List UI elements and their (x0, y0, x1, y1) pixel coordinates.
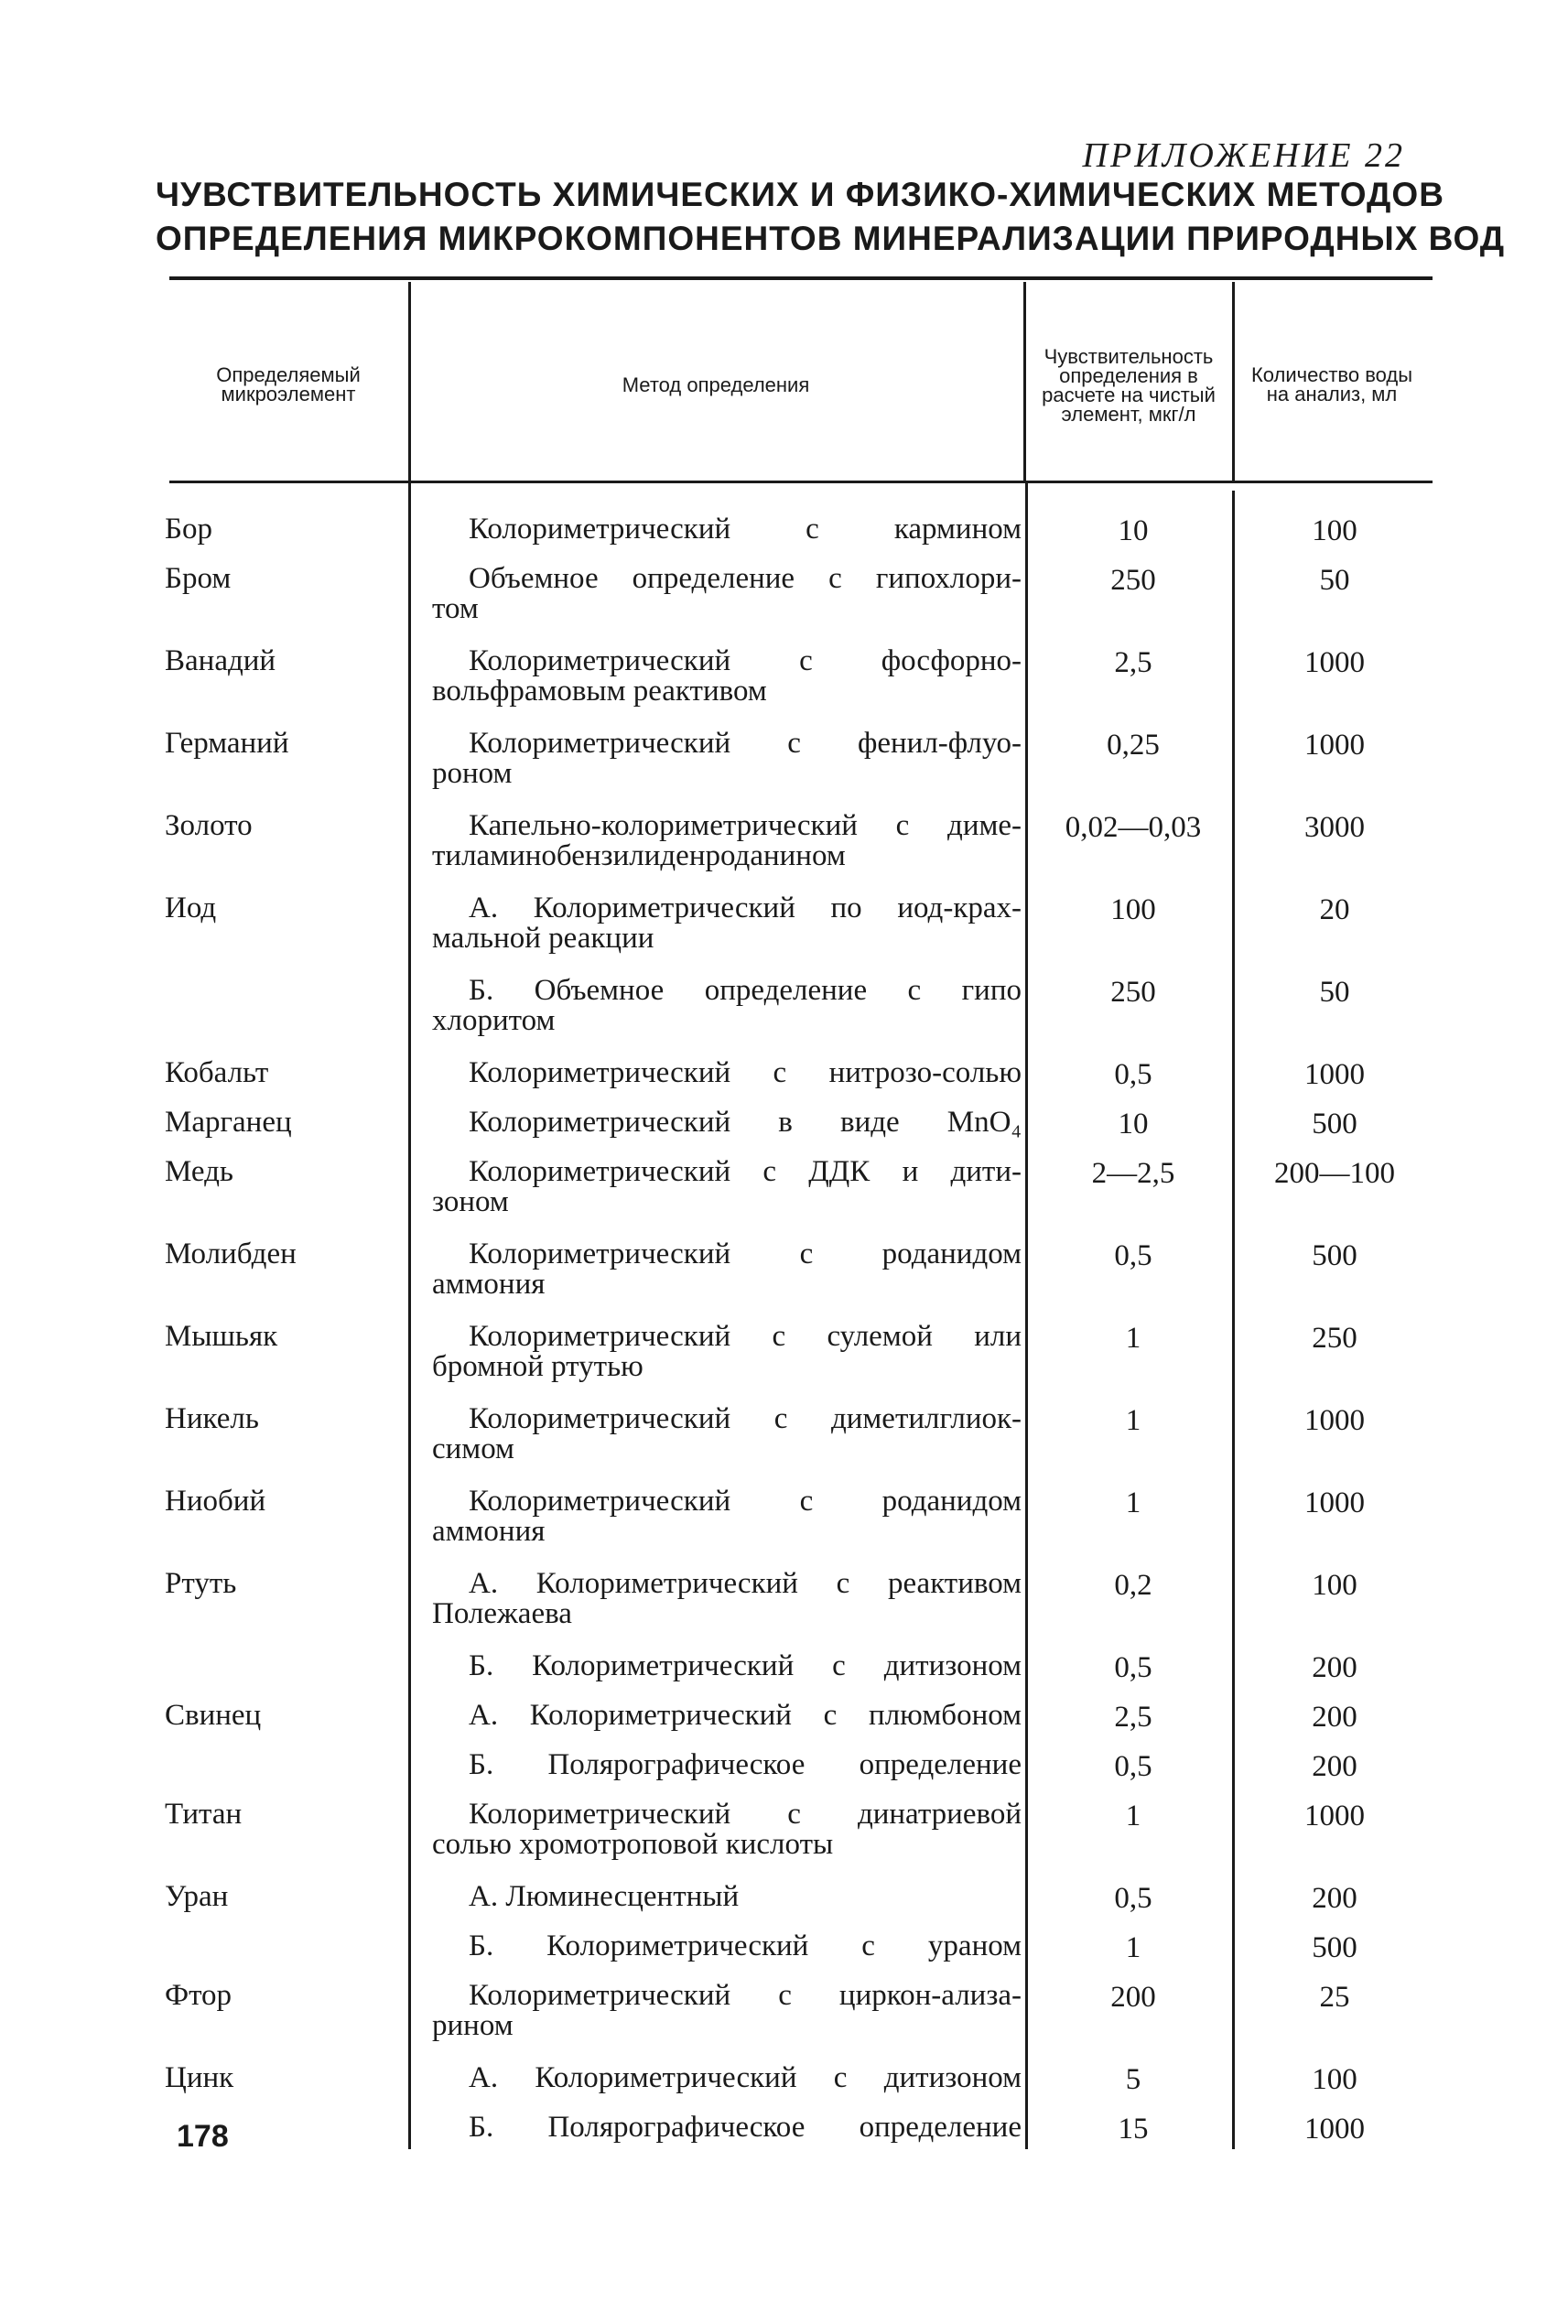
sensitivity-value: 0,02—0,03 (1065, 811, 1202, 844)
method-line-1: Объемное определение с гипохлори- (469, 562, 1022, 595)
volume-value: 1000 (1304, 1486, 1365, 1519)
volume-value: 1000 (1304, 1404, 1365, 1437)
method-line-2: солью хромотроповой кислоты (432, 1828, 834, 1861)
body-divider-1 (408, 509, 411, 2149)
method-line-2: роном (432, 757, 513, 790)
header-divider-2 (1023, 282, 1026, 483)
method-line-2: аммония (432, 1515, 546, 1548)
method-line-2: зоном (432, 1185, 509, 1218)
page-title-line-2: ОПРЕДЕЛЕНИЯ МИКРОКОМПОНЕНТОВ МИНЕРАЛИЗАЦИИ ПРИРОДНЫХ ВОД (156, 220, 1506, 257)
element-name: Иод (165, 892, 217, 924)
method-line-1: Колориметрический с роданидом (469, 1238, 1022, 1270)
volume-value: 25 (1319, 1981, 1350, 2014)
sensitivity-value: 0,5 (1114, 1651, 1152, 1684)
body-divider-2 (1025, 483, 1028, 2149)
volume-value: 1000 (1304, 646, 1365, 679)
sensitivity-value: 10 (1118, 1108, 1149, 1140)
method-line-1: Колориметрический с роданидом (469, 1485, 1022, 1518)
sensitivity-value: 2,5 (1114, 1701, 1152, 1734)
element-name: Фтор (165, 1979, 232, 2012)
volume-value: 500 (1312, 1108, 1357, 1140)
method-line-1: Б. Полярографическое определение (469, 2111, 1022, 2144)
element-name: Молибден (165, 1238, 297, 1270)
method-line-1: А. Колориметрический по иод-крах- (469, 892, 1022, 924)
element-name: Марганец (165, 1106, 292, 1139)
method-line-1: Колориметрический с кармином (469, 513, 1022, 546)
sensitivity-value: 200 (1110, 1981, 1156, 2014)
page-number: 178 (177, 2119, 229, 2154)
volume-value: 100 (1312, 2063, 1357, 2096)
method-line-2: аммония (432, 1268, 546, 1301)
page-title-line-1: ЧУВСТВИТЕЛЬНОСТЬ ХИМИЧЕСКИХ И ФИЗИКО-ХИМИЧЕСКИХ МЕТОДОВ (156, 176, 1444, 213)
method-line-2: тиламинобензилиденроданином (432, 839, 846, 872)
method-line-1: А. Колориметрический с плюмбоном (469, 1699, 1022, 1732)
method-line-2: том (432, 592, 479, 625)
method-line-2: мальной реакции (432, 922, 654, 955)
method-line-1: А. Люминесцентный (469, 1880, 740, 1913)
volume-value: 200 (1312, 1651, 1357, 1684)
method-line-1: Колориметрический с динатриевой (469, 1798, 1022, 1831)
method-line-1: Колориметрический с ДДК и дити- (469, 1155, 1022, 1188)
volume-value: 1000 (1304, 1800, 1365, 1832)
volume-value: 1000 (1304, 729, 1365, 762)
sensitivity-value: 1 (1125, 1322, 1141, 1355)
method-line-1: Колориметрический с сулемой или (469, 1320, 1022, 1353)
element-name: Медь (165, 1155, 233, 1188)
sensitivity-value: 1 (1125, 1404, 1141, 1437)
element-name: Золото (165, 809, 253, 842)
volume-value: 100 (1312, 514, 1357, 547)
method-line-2: симом (432, 1432, 514, 1465)
method-line-1: Колориметрический с фосфорно- (469, 644, 1022, 677)
method-line-1: Колориметрический с диметилглиок- (469, 1402, 1022, 1435)
volume-value: 200—100 (1274, 1157, 1395, 1190)
sensitivity-value: 0,5 (1114, 1239, 1152, 1272)
sensitivity-value: 0,2 (1114, 1569, 1152, 1602)
header-element: Определяемый микроэлемент (216, 363, 361, 405)
volume-value: 500 (1312, 1239, 1357, 1272)
volume-value: 100 (1312, 1569, 1357, 1602)
volume-value: 1000 (1304, 2113, 1365, 2146)
element-name: Уран (165, 1880, 229, 1913)
element-name: Кобальт (165, 1056, 269, 1089)
volume-value: 200 (1312, 1750, 1357, 1783)
sensitivity-value: 0,5 (1114, 1750, 1152, 1783)
header-divider-1 (408, 282, 411, 511)
element-name: Цинк (165, 2061, 234, 2094)
element-name: Бор (165, 513, 212, 546)
method-line-1: Б. Полярографическое определение (469, 1748, 1022, 1781)
sensitivity-value: 10 (1118, 514, 1149, 547)
sensitivity-value: 0,5 (1114, 1058, 1152, 1091)
method-line-1: Колориметрический с фенил-флуо- (469, 727, 1022, 760)
element-name: Бром (165, 562, 232, 595)
element-name: Германий (165, 727, 289, 760)
volume-value: 500 (1312, 1931, 1357, 1964)
sensitivity-value: 1 (1125, 1931, 1141, 1964)
method-line-1: Капельно-колориметрический с диме- (469, 809, 1022, 842)
method-line-2: рином (432, 2009, 514, 2042)
sensitivity-value: 0,25 (1107, 729, 1160, 762)
method-line-2: хлоритом (432, 1004, 556, 1037)
method-line-1: Колориметрический с нитрозо-солью (469, 1056, 1022, 1089)
sensitivity-value: 250 (1110, 976, 1156, 1009)
element-name: Ртуть (165, 1567, 237, 1600)
sensitivity-value: 0,5 (1114, 1882, 1152, 1915)
sensitivity-value: 2,5 (1114, 646, 1152, 679)
sensitivity-value: 5 (1125, 2063, 1141, 2096)
sensitivity-value: 1 (1125, 1486, 1141, 1519)
sensitivity-value: 100 (1110, 893, 1156, 926)
method-line-1: А. Колориметрический с дитизоном (469, 2061, 1022, 2094)
method-line-1: А. Колориметрический с реактивом (469, 1567, 1022, 1600)
method-line-1: Б. Колориметрический с ураном (469, 1929, 1022, 1962)
header-method: Метод определения (622, 373, 810, 396)
method-line-1: Б. Объемное определение с гипо (469, 974, 1022, 1007)
element-name: Никель (165, 1402, 259, 1435)
element-name: Свинец (165, 1699, 262, 1732)
element-name: Ниобий (165, 1485, 266, 1518)
volume-value: 50 (1319, 564, 1350, 597)
volume-value: 50 (1319, 976, 1350, 1009)
header-sensitivity: Чувствительность определения в расчете на чистый элемент, мкг/л (1042, 345, 1216, 426)
header-divider-3 (1232, 282, 1235, 483)
volume-value: 200 (1312, 1882, 1357, 1915)
sensitivity-value: 15 (1118, 2113, 1149, 2146)
table-top-rule (169, 276, 1433, 280)
sensitivity-value: 250 (1110, 564, 1156, 597)
method-line-2: вольфрамовым реактивом (432, 675, 767, 708)
volume-value: 3000 (1304, 811, 1365, 844)
method-line-1: Б. Колориметрический с дитизоном (469, 1649, 1022, 1682)
volume-value: 20 (1319, 893, 1350, 926)
element-name: Мышьяк (165, 1320, 278, 1353)
sensitivity-value: 1 (1125, 1800, 1141, 1832)
volume-value: 200 (1312, 1701, 1357, 1734)
appendix-label: ПРИЛОЖЕНИЕ 22 (1082, 136, 1405, 175)
element-name: Титан (165, 1798, 243, 1831)
method-line-2: бромной ртутью (432, 1350, 643, 1383)
sensitivity-value: 2—2,5 (1091, 1157, 1175, 1190)
volume-value: 250 (1312, 1322, 1357, 1355)
element-name: Ванадий (165, 644, 276, 677)
header-volume: Количество воды на анализ, мл (1250, 363, 1413, 405)
volume-value: 1000 (1304, 1058, 1365, 1091)
table-header-rule (169, 481, 1433, 483)
method-line-1: Колориметрический с циркон-ализа- (469, 1979, 1022, 2012)
method-line-1: Колориметрический в виде MnO₄ (469, 1106, 1022, 1139)
method-line-2: Полежаева (432, 1597, 572, 1630)
